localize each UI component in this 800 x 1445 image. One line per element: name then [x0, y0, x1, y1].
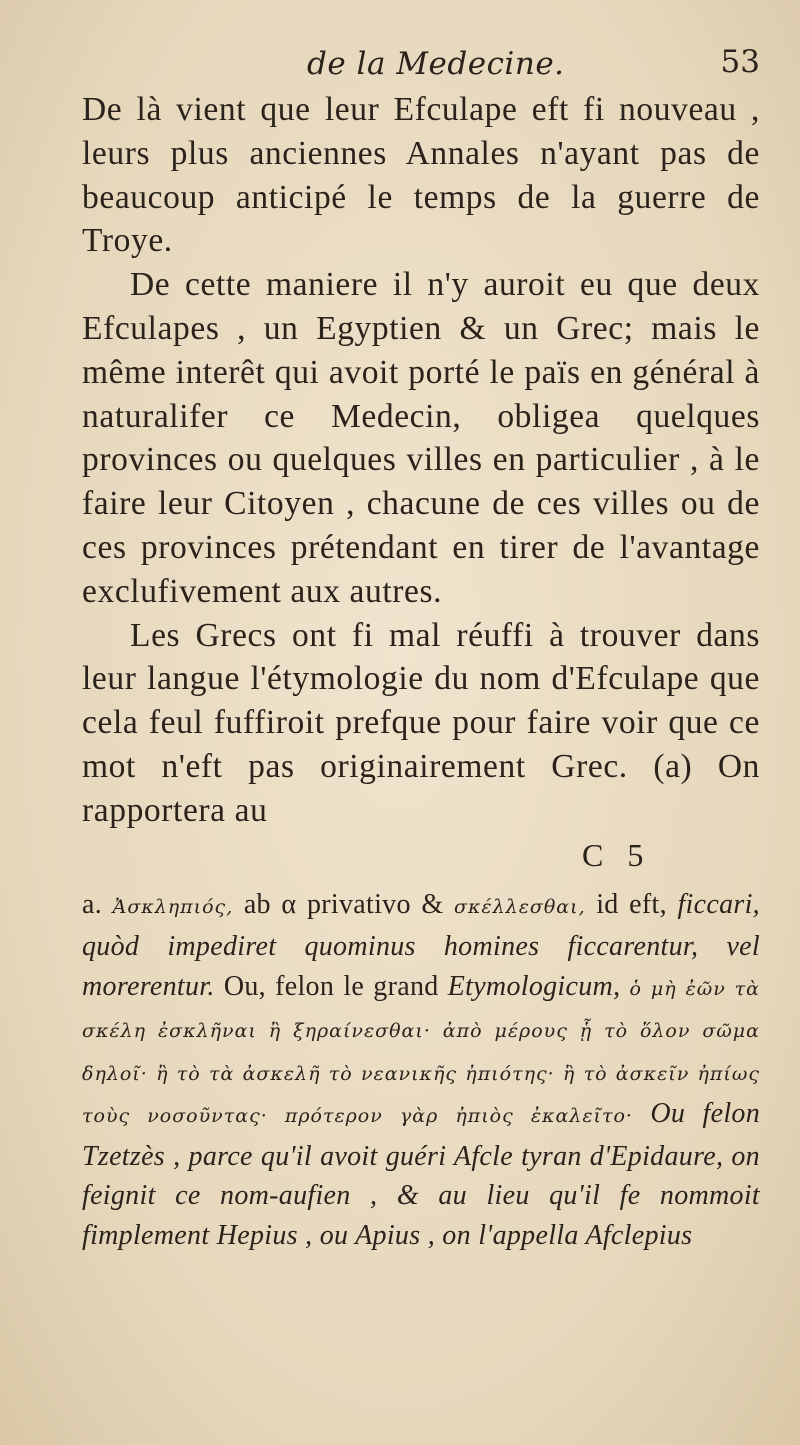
- footnote-text-3: Ou, felon le grand: [223, 970, 439, 1002]
- footnote-italic-3: Ou felon Tzetzès , parce qu'il avoit guéri Afcle tyran d'Epidaure, on feignit ce nom-aufien , & au lieu qu'il fe nommoit fimplement Hepius , ou Apius , on l'appella Afclepius: [82, 1098, 760, 1251]
- signature-mark: C 5: [582, 836, 652, 873]
- footnote-greek-verb: σκέλλεσθαι,: [453, 895, 586, 918]
- page-header: [82, 38, 760, 88]
- footnote-italic-2: Etymologicum: [447, 970, 614, 1002]
- footnote-marker: a.: [82, 888, 103, 920]
- paragraph-1: De là vient que leur Efculape eft fi nouveau , leurs plus anciennes Annales n'ayant pas de beaucoup anticipé le temps de la guerre de Troye.: [82, 91, 760, 260]
- footnote-text-2: id eft,: [596, 888, 667, 920]
- footnote-italic-1: ficcari, quòd impediret quominus homines ficcarentur, vel morerentur.: [82, 888, 760, 1002]
- running-title: de la Medecine.: [307, 46, 565, 82]
- signature-line: [82, 833, 760, 885]
- footnote-greek-passage: ὁ μὴ ἐῶν τὰ σκέλη ἐσκλῆναι ἢ ξηραίνεσθαι· ἀπὸ μέρους ᾗ τὸ ὅλον σῶμα δηλοῖ· ἢ τὸ τὰ ἀσκελῆ τὸ νεανικῆς ἠπιότης· ἢ τὸ ἀσκεῖν ἠπίως τοὺς νοσοῦντας· πρότερον γὰρ ἠπιὸς ἐκαλεῖτο·: [82, 977, 760, 1128]
- paragraph-2: De cette maniere il n'y auroit eu que deux Efculapes , un Egyptien & un Grec; mais le même interêt qui avoit porté le païs en général à naturalifer ce Medecin, obligea quelques provinces ou quelques villes en particulier , à le faire leur Citoyen , chacune de ces villes ou de ces provinces prétendant en tirer de l'avantage exclufivement aux autres.: [82, 266, 760, 610]
- footnote-a: a. Ἀσκληπιός, ab α privativo & σκέλλεσθαι, id eft, ficcari, quòd impediret quominus homines ficcarentur, vel morerentur. Ou, felon le grand Etymologicum, ὁ μὴ ἐῶν τὰ σκέλη ἐσκλῆναι ἢ ξηραίνεσθαι· ἀπὸ μέρους ᾗ τὸ ὅλον σῶμα δηλοῖ· ἢ τὸ τὰ ἀσκελῆ τὸ νεανικῆς ἠπιότης· ἢ τὸ ἀσκεῖν ἠπίως τοὺς νοσοῦντας· πρότερον γὰρ ἠπιὸς ἐκαλεῖτο· Ou felon Tzetzès , parce qu'il avoit guéri Afcle tyran d'Epidaure, on feignit ce nom-aufien , & au lieu qu'il fe nommoit fimplement Hepius , ou Apius , on l'appella Afclepius: [82, 888, 760, 1251]
- page-number: 53: [720, 44, 760, 80]
- footnote-text-1: ab α privativo &: [243, 888, 444, 920]
- main-text: [82, 88, 760, 833]
- footnote: [82, 885, 760, 1256]
- footnote-greek-head: Ἀσκληπιός,: [112, 895, 234, 918]
- paragraph-3: Les Grecs ont fi mal réuffi à trouver dans leur langue l'étymologie du nom d'Efculape que cela feul fuffiroit prefque pour faire voir que ce mot n'eft pas originairement Grec. (a) On rapportera au: [82, 616, 760, 829]
